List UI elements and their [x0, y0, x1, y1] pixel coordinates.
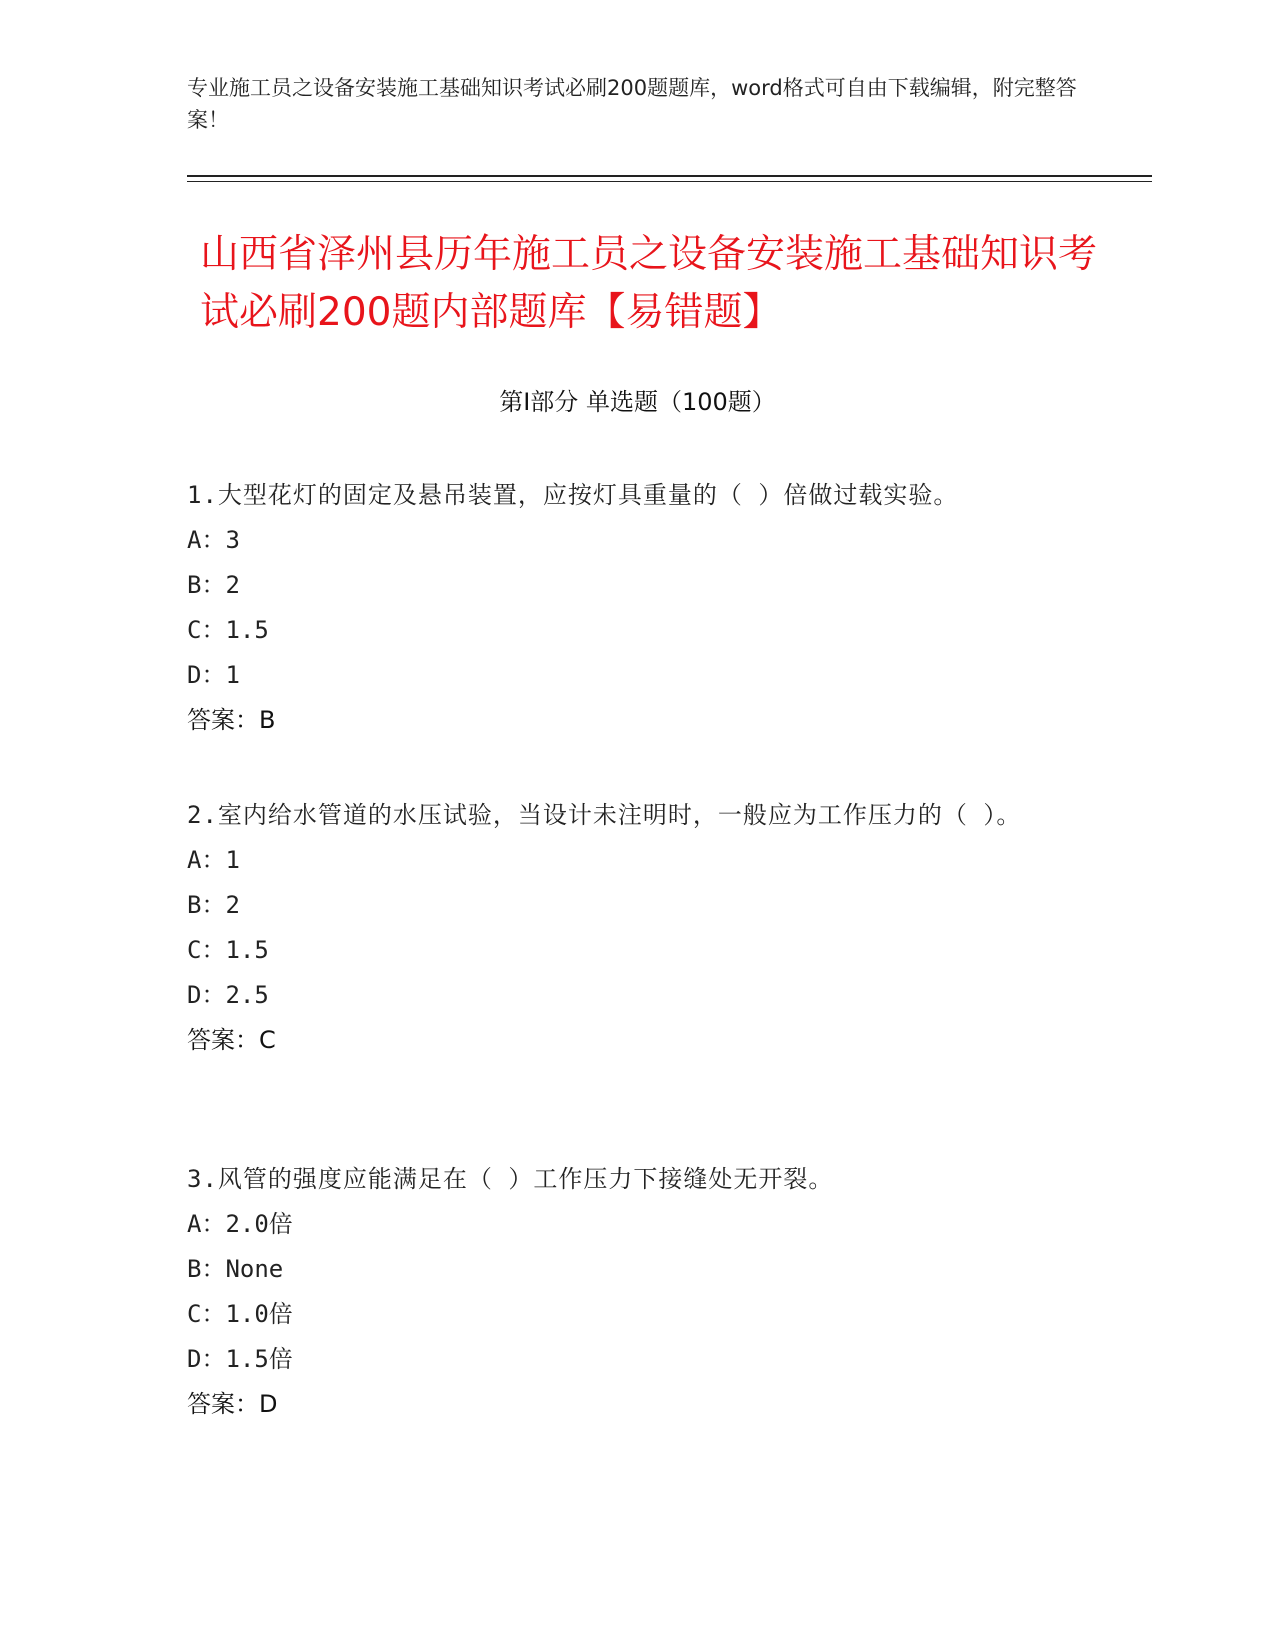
answer: 答案：D — [187, 1390, 278, 1418]
option-c: C：1.5 — [187, 616, 269, 644]
option-b: B：2 — [187, 571, 240, 599]
question-text: 1.大型花灯的固定及悬吊装置，应按灯具重量的（ ）倍做过载实验。 — [187, 481, 959, 509]
question-text: 2.室内给水管道的水压试验，当设计未注明时，一般应为工作压力的（ ）。 — [187, 801, 1022, 829]
option-c: C：1.5 — [187, 936, 269, 964]
header-divider-thick — [187, 175, 1152, 177]
question-text: 3.风管的强度应能满足在（ ）工作压力下接缝处无开裂。 — [187, 1165, 834, 1193]
question-3 — [187, 1157, 1087, 1427]
option-d: D：1 — [187, 661, 240, 689]
question-1 — [187, 473, 1087, 743]
question-2 — [187, 793, 1087, 1063]
option-a: A：2.0倍 — [187, 1210, 293, 1238]
answer: 答案：C — [187, 1026, 276, 1054]
section-heading: 第Ⅰ部分 单选题（100题） — [499, 388, 776, 416]
option-b: B：None — [187, 1255, 284, 1283]
header-note: 专业施工员之设备安装施工基础知识考试必刷200题题库，word格式可自由下载编辑，附完整答案！ — [187, 76, 1077, 132]
option-d: D：1.5倍 — [187, 1345, 293, 1373]
answer: 答案：B — [187, 706, 276, 734]
header-divider-thin — [187, 181, 1152, 182]
option-a: A：3 — [187, 526, 240, 554]
option-b: B：2 — [187, 891, 240, 919]
option-c: C：1.0倍 — [187, 1300, 293, 1328]
option-a: A：1 — [187, 846, 240, 874]
option-d: D：2.5 — [187, 981, 269, 1009]
document-title: 山西省泽州县历年施工员之设备安装施工基础知识考试必刷200题内部题库【易错题】 — [200, 232, 1098, 335]
